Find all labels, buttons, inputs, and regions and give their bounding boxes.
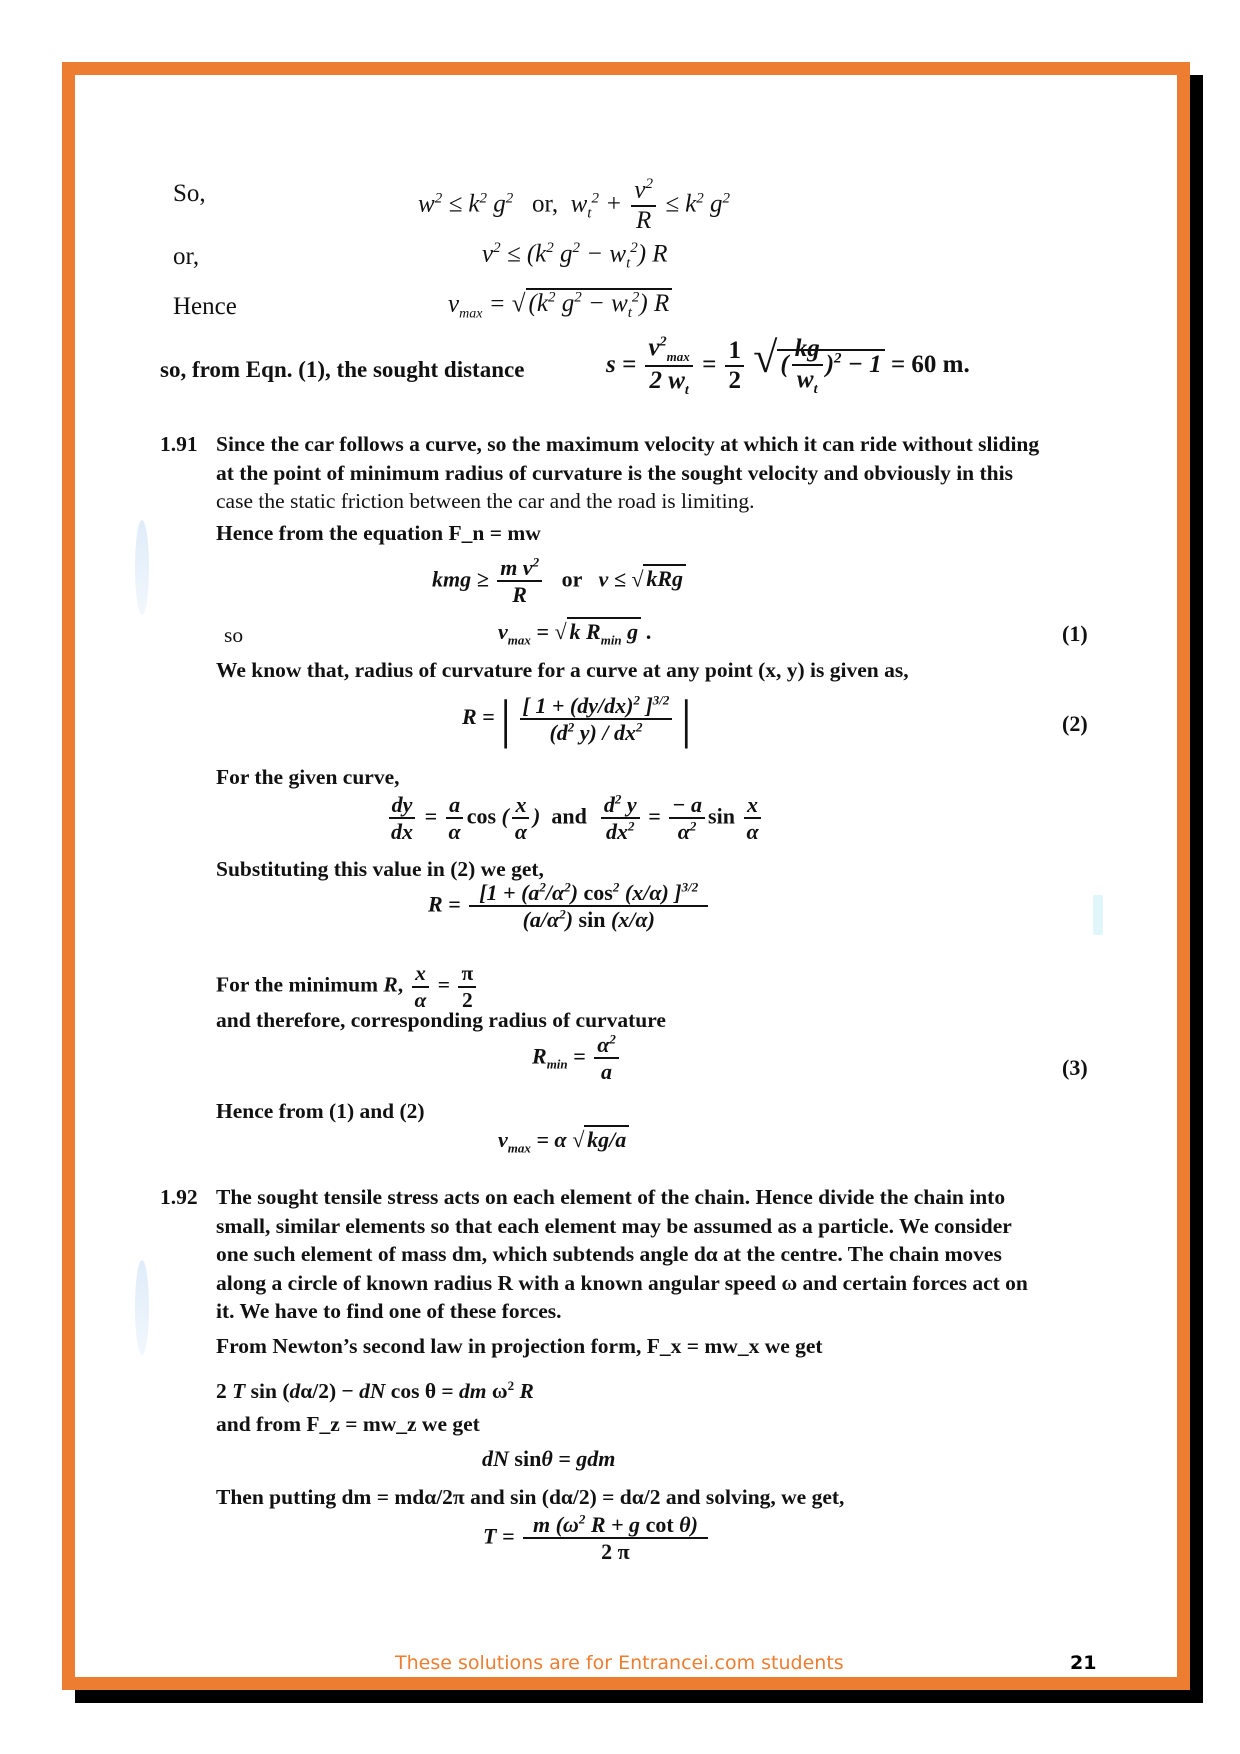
- row-label-sought-distance: so, from Eqn. (1), the sought distance: [160, 357, 525, 382]
- text-then-putting: Then putting dm = mdα/2π and sin (dα/2) = dα/2 and solving, we get,: [216, 1485, 845, 1509]
- problem-number-1-92: 1.92: [160, 1185, 198, 1209]
- equation-friction-condition: $w^2 \le k^2$ $g^2$ or, $w_t^2$ + $\frac{v^2}{R}$ ≤ $k^2$ $g^2$: [418, 176, 731, 235]
- row-label-so: So,: [173, 180, 206, 207]
- text-from-fz: and from F_z = mw_z we get: [216, 1412, 480, 1436]
- equation-number-1: (1): [1062, 621, 1088, 646]
- text-hence-from-1-2: Hence from (1) and (2): [216, 1099, 425, 1123]
- footer-text: These solutions are for Entrancei.com students: [395, 1652, 844, 1674]
- text-minimum-R: For the minimum R, $\frac{x}{\alpha}$ = $\frac{\pi}{2}$: [216, 961, 479, 1012]
- text-substituting: Substituting this value in (2) we get,: [216, 857, 544, 881]
- equation-number-3: (3): [1062, 1055, 1088, 1080]
- equation-1: $v_{max}$ = √ k $R_{min}$ g .: [498, 619, 653, 648]
- equation-z-projection: dN sinθ = gdm: [482, 1446, 616, 1471]
- text-given-curve: For the given curve,: [216, 765, 400, 789]
- text-hence-equation: Hence from the equation F_n = mw: [216, 521, 541, 545]
- equation-sought-distance: s = $\frac{v^2_{max}}{2 w_t}$ = $\frac{1}{2}$ √ ( $\frac{kg}{w_t}$ )$^2$ − 1 = 60 m.: [606, 333, 970, 398]
- equation-x-projection: 2 T sin (dα/2) − dN cos θ = dm $\omega^2$ R: [216, 1378, 534, 1404]
- page-number: 21: [1070, 1652, 1097, 1674]
- text-therefore: and therefore, corresponding radius of curvature: [216, 1008, 666, 1032]
- text-radius-of-curvature: We know that, radius of curvature for a curve at any point (x, y) is given as,: [216, 658, 909, 682]
- equation-R-substituted: R = $\frac{[1 + (a^2/\alpha^2) \cos^2 (x/\alpha) ]^{3/2}}{(a/\alpha^2) \sin (x/\alpha)}$: [428, 880, 711, 933]
- equation-number-2: (2): [1062, 711, 1088, 736]
- equation-kmg: kmg ≥ $\frac{m v^2}{R}$ or v ≤ √ kRg: [432, 555, 686, 608]
- watermark-fragment: [1093, 895, 1103, 935]
- problem-number-1-91: 1.91: [160, 432, 198, 456]
- equation-v-squared: $v^2 \le (k^2$ $g^2 - w_t^2$) R: [482, 240, 668, 272]
- problem-1-92-intro: The sought tensile stress acts on each element of the chain. Hence divide the chain into small, similar elements so that each element may be assumed as a particle. We consider one such element of mass dm, which subtends angle dα at the centre. The chain moves along a circle of known radius R with a known angular speed ω and certain forces act on it. We have to find one of these forces.: [216, 1185, 1028, 1323]
- equation-2: R = | $\frac{[ 1 + (dy/dx)^2 ]^{3/2}}{(d^2 y) / dx^2}$ |: [462, 689, 692, 749]
- text-so: so: [224, 623, 244, 647]
- equation-derivatives: $\frac{dy}{dx}$ = $\frac{a}{\alpha}$ cos ( $\frac{x}{\alpha}$ ) and $\frac{d^2 y}{dx^2}$ = $\frac{- a}{\alpha^2}$ sin $\frac{x}{\alpha}$: [385, 792, 765, 845]
- row-label-hence: Hence: [173, 293, 237, 320]
- equation-tension-result: T = $\frac{m (\omega^2 R + g \cot \theta)}{2 \pi}$: [483, 1512, 711, 1565]
- text-newton-second-law: From Newton’s second law in projection form, F_x = mw_x we get: [216, 1334, 823, 1358]
- watermark-fragment: [135, 520, 149, 615]
- equation-vmax: $v_{max}$ = √ ($k^2$ $g^2 - w_t^2$) R: [448, 290, 672, 322]
- problem-1-91-intro: Since the car follows a curve, so the maximum velocity at which it can ride without sliding at the point of minimum radius of curvature is the sought velocity and obviously in this case the static friction between the car and the road is limiting.: [216, 432, 1040, 513]
- equation-vmax-result: $v_{max} = \alpha$ √ kg/a: [498, 1127, 629, 1156]
- watermark-fragment: [135, 1260, 149, 1355]
- row-label-or: or,: [173, 243, 200, 270]
- equation-3: $R_{min}$ = $\frac{\alpha^2}{a}$: [532, 1032, 622, 1085]
